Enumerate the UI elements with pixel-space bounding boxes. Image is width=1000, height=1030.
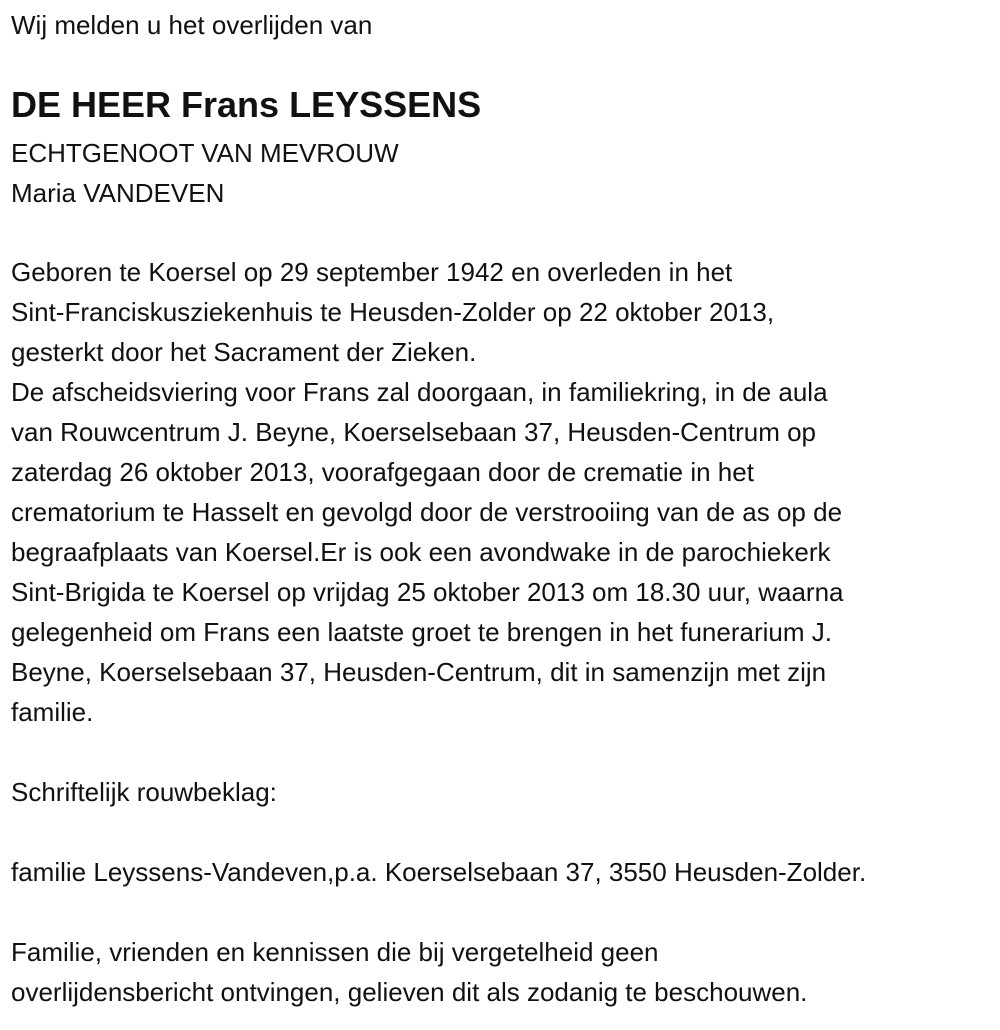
body-line: crematorium te Hasselt en gevolgd door de verstrooiing van de as op de <box>11 497 843 527</box>
body-line: gesterkt door het Sacrament der Zieken. <box>11 337 477 367</box>
intro-text: Wij melden u het overlijden van <box>11 10 373 40</box>
spouse-name: Maria VANDEVEN <box>11 178 225 208</box>
body-line: van Rouwcentrum J. Beyne, Koerselsebaan 37, Heusden-Centrum op <box>11 417 816 447</box>
body-line: Geboren te Koersel op 29 september 1942 en overleden in het <box>11 257 733 287</box>
body-line: begraafplaats van Koersel.Er is ook een avondwake in de parochiekerk <box>11 537 831 567</box>
closing-line: Familie, vrienden en kennissen die bij vergetelheid geen <box>11 937 659 967</box>
closing-line: overlijdensbericht ontvingen, gelieven dit als zodanig te beschouwen. <box>11 977 808 1007</box>
body-line: familie. <box>11 697 94 727</box>
body-line: De afscheidsviering voor Frans zal doorgaan, in familiekring, in de aula <box>11 377 828 407</box>
body-line: Sint-Brigida te Koersel op vrijdag 25 oktober 2013 om 18.30 uur, waarna <box>11 577 844 607</box>
body-line: Beyne, Koerselsebaan 37, Heusden-Centrum, dit in samenzijn met zijn <box>11 657 827 687</box>
deceased-name: DE HEER Frans LEYSSENS <box>11 84 482 125</box>
body-line: zaterdag 26 oktober 2013, voorafgegaan door de crematie in het <box>11 457 754 487</box>
body-line: Sint-Franciskusziekenhuis te Heusden-Zolder op 22 oktober 2013, <box>11 297 775 327</box>
condolence-address: familie Leyssens-Vandeven,p.a. Koerselsebaan 37, 3550 Heusden-Zolder. <box>11 857 867 887</box>
spouse-label: ECHTGENOOT VAN MEVROUW <box>11 138 399 168</box>
condolence-label: Schriftelijk rouwbeklag: <box>11 777 277 807</box>
body-line: gelegenheid om Frans een laatste groet te brengen in het funerarium J. <box>11 617 832 647</box>
